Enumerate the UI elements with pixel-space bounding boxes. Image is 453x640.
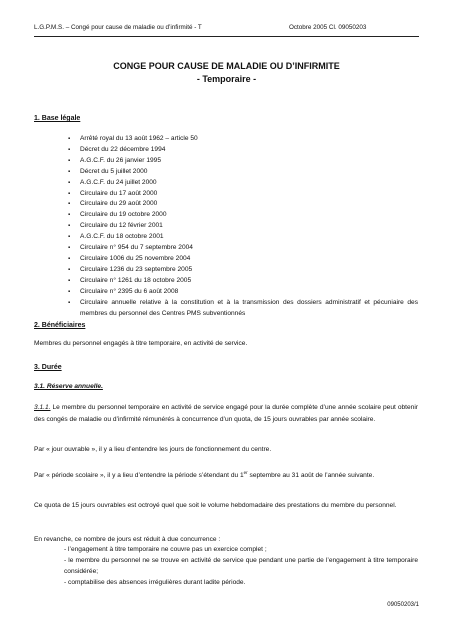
page-footer: 09050203/1 — [387, 602, 419, 608]
list-item: ▪ Arrêté royal du 13 août 1962 – article 50 — [68, 134, 418, 145]
header-rule — [34, 36, 419, 37]
legal-basis-list — [68, 134, 418, 319]
list-item: ▪ Circulaire n° 954 du 7 septembre 2004 — [68, 243, 418, 254]
reduction-conditions-list — [64, 545, 418, 589]
list-item: ▪ Décret du 5 juillet 2000 — [68, 167, 418, 178]
title-line-1: CONGE POUR CAUSE DE MALADIE OU D’INFIRMITE — [113, 61, 340, 71]
header-reference: Octobre 2005 Cl. 09050203 — [289, 24, 367, 31]
list-item: ▪ A.G.C.F. du 18 octobre 2001 — [68, 232, 418, 243]
subsection-3-1-heading: 3.1. Réserve annuelle. — [34, 383, 103, 390]
list-item: ▪ A.G.C.F. du 24 juillet 2000 — [68, 178, 418, 189]
list-item: - comptabilise des absences irrégulières durant ladite période. — [64, 578, 246, 586]
list-item: - le membre du personnel ne se trouve en activité de service que pendant une partie de l’engagement à titre temporaire considérée; — [64, 556, 418, 575]
list-item: - l’engagement à titre temporaire ne couvre pas un exercice complet ; — [64, 546, 267, 553]
paragraph-number: 3.1.1. — [34, 404, 51, 411]
list-item: ▪ Décret du 22 décembre 1994 — [68, 145, 418, 156]
section-2-heading: 2. Bénéficiaires — [34, 322, 86, 329]
paragraph-text: Le membre du personnel temporaire en activité de service engagé pour la durée complète d’une année scolaire peut obtenir des congés de maladie ou d’infirmité rémunérés à concurrence d’un quota, de 15 jours ouvrables par année scolaire. — [34, 404, 418, 423]
list-item: ▪ Circulaire n° 1261 du 18 octobre 2005 — [68, 276, 418, 287]
document-title — [0, 60, 453, 86]
paragraph-reduction: En revanche, ce nombre de jours est réduit à due concurrence : — [34, 536, 221, 543]
list-item: ▪ Circulaire annuelle relative à la constitution et à la transmission des dossiers administratif et pécuniaire des membres du personnel des Centres PMS subventionnés — [68, 298, 418, 320]
list-item: ▪ A.G.C.F. du 26 janvier 1995 — [68, 156, 418, 167]
paragraph-working-day: Par « jour ouvrable », il y a lieu d’entendre les jours de fonctionnement du centre. — [34, 446, 272, 453]
list-item: ▪ Circulaire du 17 août 2000 — [68, 189, 418, 200]
header-title: L.G.P.M.S. – Congé pour cause de maladie ou d’infirmité - T — [34, 24, 202, 31]
title-line-2: - Temporaire - — [196, 74, 257, 84]
list-item: ▪ Circulaire du 12 février 2001 — [68, 221, 418, 232]
paragraph-quota: Ce quota de 15 jours ouvrables est octroyé quel que soit le volume hebdomadaire des prestations du membre du personnel. — [34, 502, 397, 509]
paragraph-school-period — [34, 467, 418, 482]
paragraph-text-a: Par « période scolaire », il y a lieu d’entendre la période s’étendant du 1 — [34, 472, 244, 480]
section-1-heading: 1. Base légale — [34, 115, 81, 122]
section-2-text: Membres du personnel engagés à titre temporaire, en activité de service. — [34, 340, 248, 347]
paragraph-text-b: septembre au 31 août de l’année suivante. — [247, 472, 375, 480]
list-item: ▪ Circulaire 1236 du 23 septembre 2005 — [68, 265, 418, 276]
list-item: ▪ Circulaire n° 2395 du 6 août 2008 — [68, 287, 418, 298]
section-3-heading: 3. Durée — [34, 364, 62, 371]
list-item: ▪ Circulaire du 19 octobre 2000 — [68, 210, 418, 221]
list-item: ▪ Circulaire du 29 août 2000 — [68, 199, 418, 210]
superscript-er: er — [243, 470, 248, 475]
running-header — [34, 24, 419, 31]
paragraph-3-1-1 — [34, 402, 418, 425]
list-item: ▪ Circulaire 1006 du 25 novembre 2004 — [68, 254, 418, 265]
